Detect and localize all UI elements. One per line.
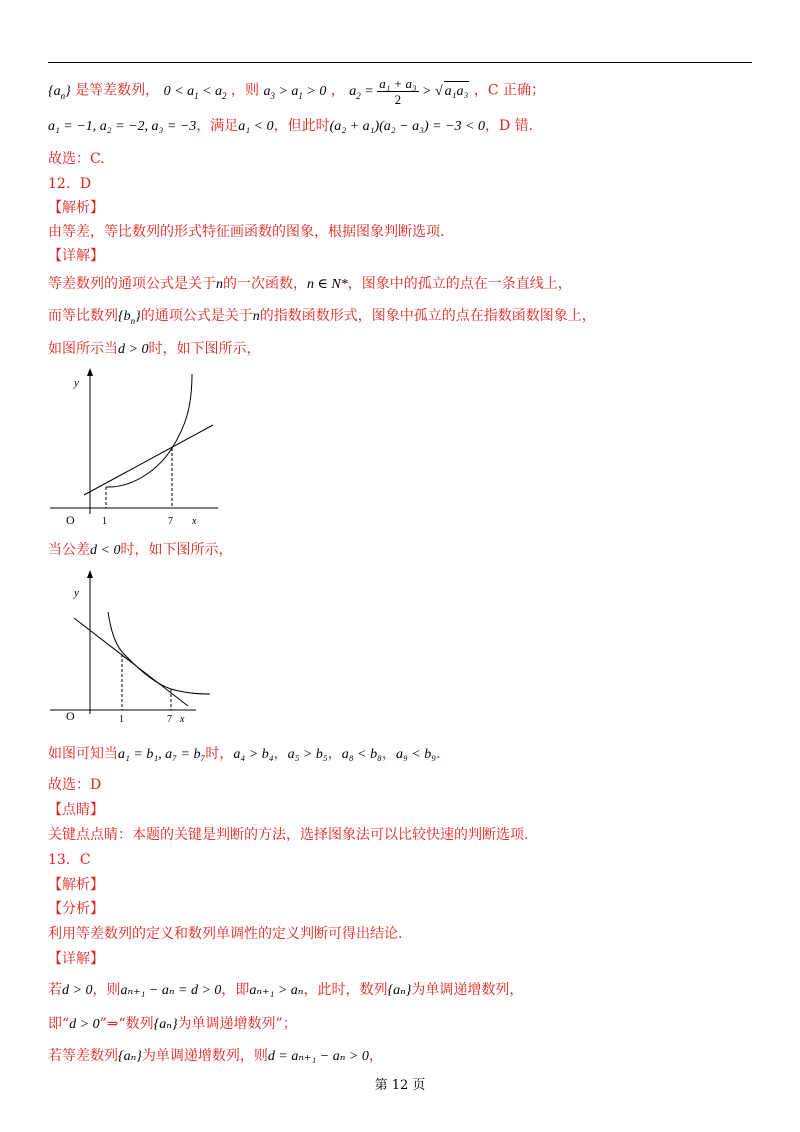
text-9a: 而等比数列	[48, 308, 118, 324]
math-product: (a₂ + a₁)(a₂ − a₃) = −3 < 0	[329, 119, 485, 134]
seq-b-open: {b	[118, 309, 131, 324]
text-11a: 当公差	[48, 542, 90, 558]
analysis-text-2: 利用等差数列的定义和数列单调性的定义判断可得出结论.	[48, 926, 403, 942]
origin-label: O	[66, 513, 75, 527]
sqrt-term: a₁a₃	[444, 81, 470, 102]
text-then: ，则	[230, 82, 259, 99]
text-22b: ”⇒“数列	[99, 1016, 154, 1032]
y-label: y	[74, 587, 79, 599]
tick-1: 1	[102, 516, 107, 527]
line-23	[48, 1046, 383, 1067]
math-a9-b9: a₉ < b₉	[395, 747, 437, 762]
text-21c: ，即	[221, 982, 250, 998]
math-a8-b8: a₈ < b₈	[341, 747, 382, 762]
math-ineq-2b: > a	[274, 83, 299, 99]
math-d-def: d = aₙ₊₁ − aₙ > 0	[267, 1049, 369, 1064]
exponential-curve	[108, 612, 210, 694]
text-satisfy: ，满足	[196, 118, 239, 134]
x-label: x	[192, 516, 197, 527]
seq-a-open: {a	[48, 83, 61, 99]
section-xiangjie: 【详解】	[48, 248, 104, 264]
math-d-pos: d > 0	[118, 342, 149, 357]
text-9b: 的通项公式是关于	[140, 308, 253, 324]
line-1: $\{a_n\}$ 是等差数列， $0 < a_1 < a_2$ ，则 $a_3 > a_1 > 0$ ， $a_2$ = $\frac{\text{a₁ + a₃}}{2}$ > √ a₁a₃ ，C 正确；	[48, 76, 546, 107]
tick-7: 7	[167, 714, 172, 725]
text-8c: ，图象中的孤立的点在一条直线上，	[347, 276, 572, 292]
text-12a: 如图可知当	[48, 746, 118, 762]
line-11	[48, 540, 232, 561]
math-ineq-2c: > 0	[302, 83, 327, 99]
math-ineq-1: 0 < a	[163, 83, 195, 99]
key-point-text: 关键点点睛：本题的关键是判断的方法，选择图象法可以比较快速的判断选项.	[48, 827, 529, 843]
graph-d-negative	[46, 568, 226, 734]
text-seq-is-arith: 是等差数列，	[75, 82, 160, 99]
text-8b: 的一次函数，	[223, 276, 307, 292]
linear-line	[74, 618, 188, 706]
math-n-2: n	[252, 309, 260, 324]
text-12c: ，	[273, 746, 288, 762]
text-11b: 时，如下图所示，	[120, 542, 233, 558]
math-n-in-N: n ∈ N*	[307, 277, 348, 292]
math-seq-a-2: {aₙ}	[153, 1017, 178, 1032]
text-9c: 的指数函数形式，图象中孤立的点在指数函数图象上，	[259, 308, 596, 324]
tick-7: 7	[168, 516, 173, 527]
fraction-numerator: a₁ + a₃	[379, 76, 417, 91]
math-diff: aₙ₊₁ − aₙ = d > 0	[120, 983, 222, 998]
text-23c: ，	[368, 1048, 383, 1064]
math-d-neg: d < 0	[90, 543, 121, 558]
text-23a: 若等差数列	[48, 1048, 118, 1064]
graph-d-positive	[46, 366, 226, 532]
text-but-now: ，但此时	[273, 118, 330, 134]
text-21b: ，则	[92, 982, 121, 998]
text-21d: ，此时，数列	[303, 982, 388, 998]
page-number: 第 12 页	[374, 1078, 426, 1093]
math-seq-a-3: {aₙ}	[118, 1049, 142, 1064]
math-a1-neg: a₁ < 0	[238, 119, 274, 134]
text-d-wrong: ，D 错.	[484, 118, 534, 134]
y-axis-arrow	[87, 570, 93, 578]
text-8a: 等差数列的通项公式是关于	[48, 276, 216, 292]
text-12b: 时，	[205, 746, 234, 762]
section-jiexi-2: 【解析】	[48, 877, 104, 893]
line-12	[48, 744, 441, 765]
math-seq-b: $\{b_n\}$	[118, 309, 141, 326]
math-increasing: aₙ₊₁ > aₙ	[249, 983, 304, 998]
line-22	[48, 1014, 297, 1035]
header-rule	[48, 62, 752, 63]
math-ineq-2: a	[263, 83, 271, 99]
origin-label: O	[66, 709, 75, 723]
line-8	[48, 274, 572, 295]
section-fenxi: 【分析】	[48, 901, 104, 917]
math-eq: =	[360, 83, 378, 99]
fraction	[377, 76, 418, 107]
line-21	[48, 980, 523, 1001]
x-label: x	[180, 714, 185, 725]
math-seq-a: {aₙ}	[387, 983, 412, 998]
text-22a: 即“	[48, 1016, 70, 1032]
text-c-correct: ，C 正确；	[473, 82, 546, 99]
text-21a: 若	[48, 982, 62, 998]
math-n: n	[216, 277, 223, 292]
section-xiangjie-2: 【详解】	[48, 951, 104, 967]
answer-c: 故选：C.	[48, 151, 105, 167]
text-12e: ，	[381, 746, 396, 762]
math-ineq-1b: < a	[198, 83, 223, 99]
math-values: a₁ = −1, a₂ = −2, a₃ = −3	[48, 119, 197, 134]
math-equal-terms: a₁ = b₁, a₇ = b₇	[118, 747, 206, 762]
text-21e: 为单调递增数列，	[411, 982, 524, 998]
text-10a: 如图所示当	[48, 341, 118, 357]
line-10	[48, 339, 260, 360]
math-a4-b4: a₄ > b₄	[233, 747, 274, 762]
text-22c: 为单调递增数列”；	[177, 1016, 297, 1032]
math-a5-b5: a₅ > b₅	[287, 747, 328, 762]
y-label: y	[74, 377, 79, 389]
section-dianjing: 【点睛】	[48, 802, 104, 818]
analysis-text: 由等差，等比数列的形式特征画函数的图象，根据图象判断选项.	[48, 224, 445, 240]
seq-b-close: }	[135, 309, 141, 324]
exponential-curve	[106, 374, 192, 487]
text-12f: .	[436, 746, 441, 762]
tick-1: 1	[119, 714, 124, 725]
text-comma: ，	[330, 82, 345, 99]
math-d-pos-3: d > 0	[69, 1017, 100, 1032]
math-gt: >	[418, 83, 435, 99]
math-d-pos-2: d > 0	[62, 983, 93, 998]
question-12-answer: 12．D	[48, 176, 92, 192]
fraction-denominator: 2	[394, 92, 402, 107]
line-2	[48, 116, 533, 137]
text-23b: 为单调递增数列，则	[141, 1048, 268, 1064]
text-10b: 时，如下图所示，	[148, 341, 261, 357]
line-9	[48, 306, 596, 331]
seq-a-close: }	[65, 83, 71, 99]
question-13-answer: 13．C	[48, 852, 91, 868]
linear-line	[84, 425, 213, 495]
section-jiexi: 【解析】	[48, 200, 104, 216]
y-axis-arrow	[87, 368, 93, 376]
answer-d: 故选：D	[48, 777, 102, 793]
text-12d: ，	[327, 746, 342, 762]
math-a2: a	[349, 83, 357, 99]
